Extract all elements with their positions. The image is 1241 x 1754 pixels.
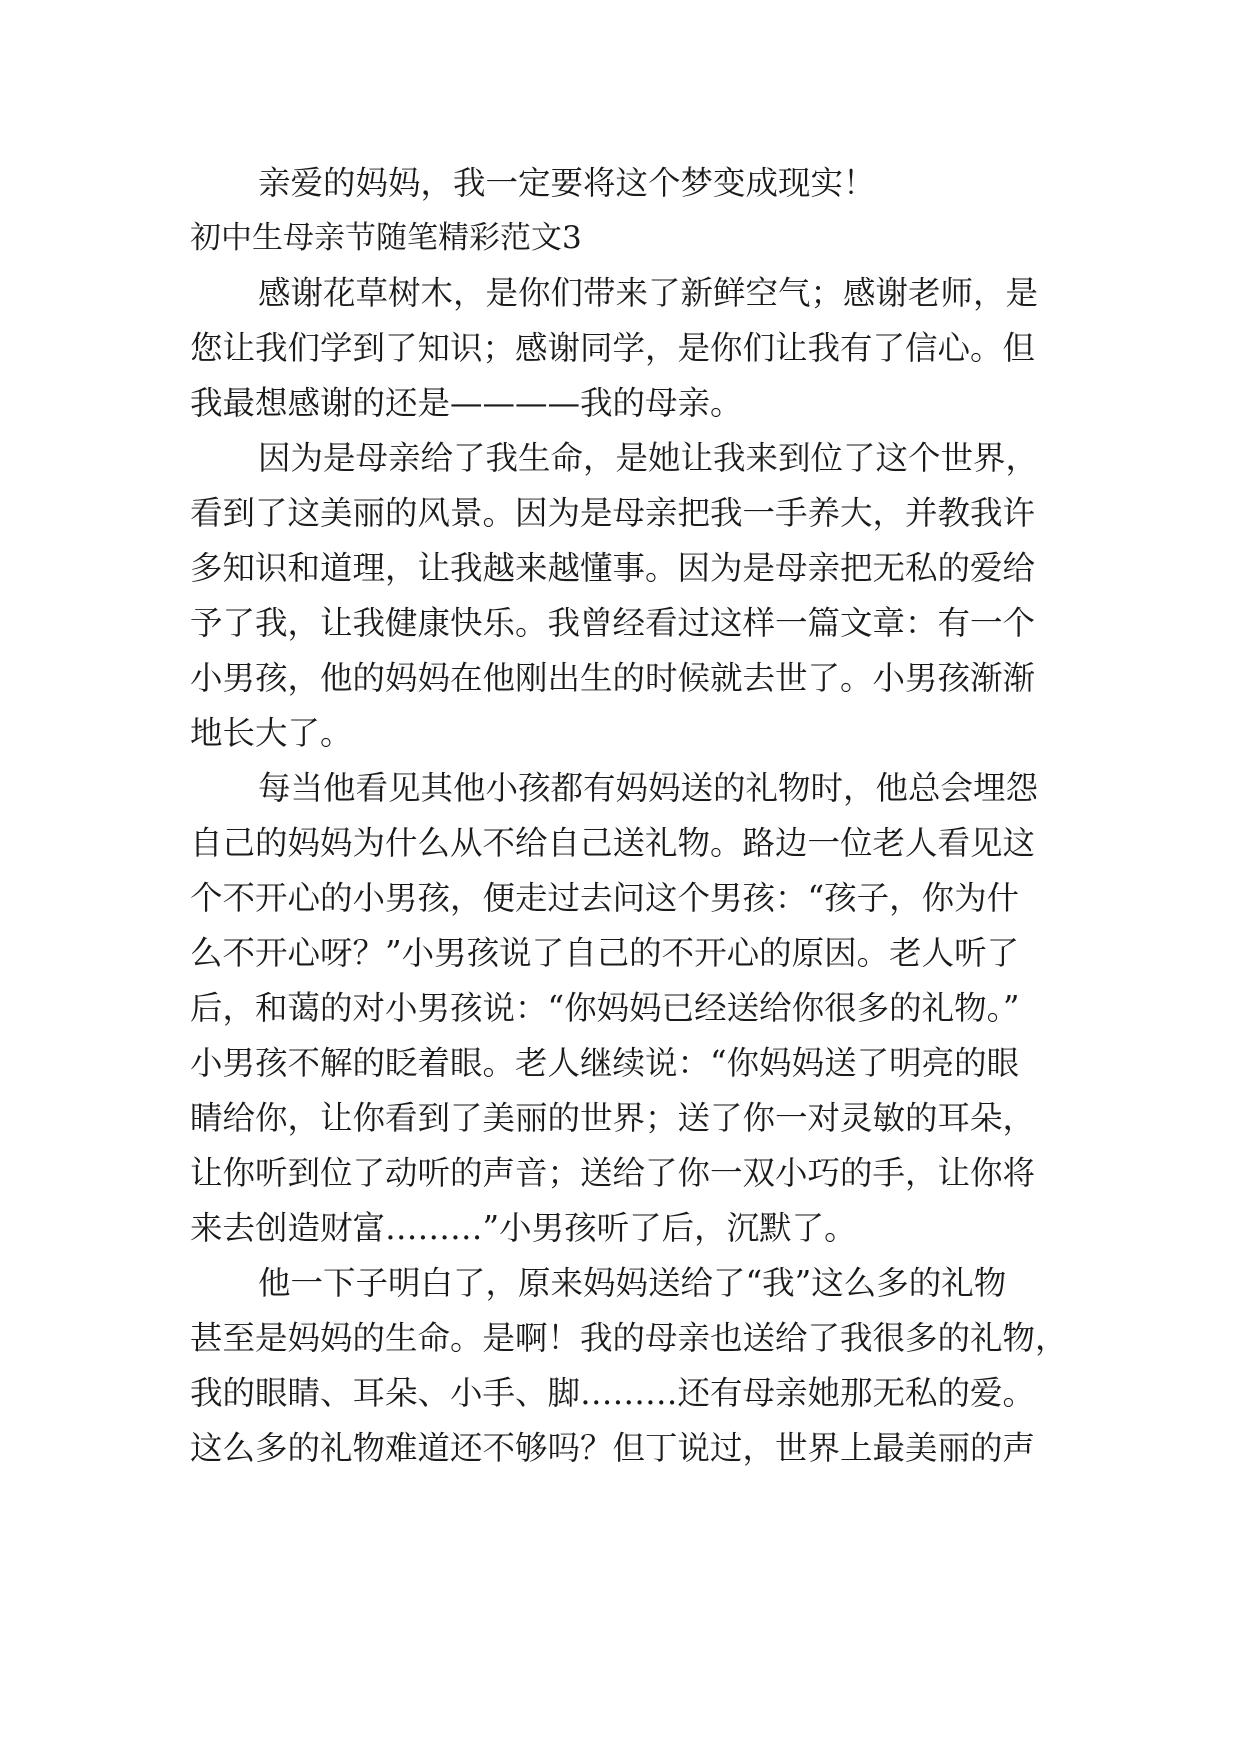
paragraph-line: 每当他看见其他小孩都有妈妈送的礼物时，他总会埋怨 xyxy=(258,769,1039,807)
paragraph-line: 我最想感谢的还是————我的母亲。 xyxy=(190,384,743,422)
paragraph-line: 来去创造财富………”小男孩听了后，沉默了。 xyxy=(190,1209,857,1247)
paragraph-line: 地长大了。 xyxy=(190,714,353,752)
paragraph-line: 感谢花草树木，是你们带来了新鲜空气；感谢老师，是 xyxy=(258,274,1039,312)
paragraph-line: 这么多的礼物难道还不够吗？但丁说过，世界上最美丽的声 xyxy=(190,1429,1036,1467)
paragraph-line: 他一下子明白了，原来妈妈送给了“我”这么多的礼物 xyxy=(258,1264,1007,1302)
paragraph-line: 甚至是妈妈的生命。是啊！我的母亲也送给了我很多的礼物， xyxy=(190,1319,1068,1357)
paragraph-line: 予了我，让我健康快乐。我曾经看过这样一篇文章：有一个 xyxy=(190,604,1036,642)
paragraph-line: 后，和蔼的对小男孩说：“你妈妈已经送给你很多的礼物。” xyxy=(190,989,1020,1027)
paragraph-line: 睛给你，让你看到了美丽的世界；送了你一对灵敏的耳朵， xyxy=(190,1099,1036,1137)
paragraph-line: 我的眼睛、耳朵、小手、脚………还有母亲她那无私的爱。 xyxy=(190,1374,1036,1412)
paragraph-line: 小男孩，他的妈妈在他刚出生的时候就去世了。小男孩渐渐 xyxy=(190,659,1036,697)
paragraph-line: 您让我们学到了知识；感谢同学，是你们让我有了信心。但 xyxy=(190,329,1036,367)
paragraph-line: 自己的妈妈为什么从不给自己送礼物。路边一位老人看见这 xyxy=(190,824,1036,862)
paragraph-line: 因为是母亲给了我生命，是她让我来到位了这个世界， xyxy=(258,439,1039,477)
section-heading: 初中生母亲节随笔精彩范文3 xyxy=(190,220,582,256)
paragraph-line: 个不开心的小男孩，便走过去问这个男孩：“孩子，你为什 xyxy=(190,879,1020,917)
paragraph-line: 么不开心呀？”小男孩说了自己的不开心的原因。老人听了 xyxy=(190,934,1020,972)
paragraph-line: 看到了这美丽的风景。因为是母亲把我一手养大，并教我许 xyxy=(190,494,1036,532)
paragraph-line: 亲爱的妈妈，我一定要将这个梦变成现实！ xyxy=(258,164,876,202)
paragraph-line: 多知识和道理，让我越来越懂事。因为是母亲把无私的爱给 xyxy=(190,549,1036,587)
paragraph-line: 小男孩不解的眨着眼。老人继续说：“你妈妈送了明亮的眼 xyxy=(190,1044,1020,1082)
paragraph-line: 让你听到位了动听的声音；送给了你一双小巧的手，让你将 xyxy=(190,1154,1036,1192)
